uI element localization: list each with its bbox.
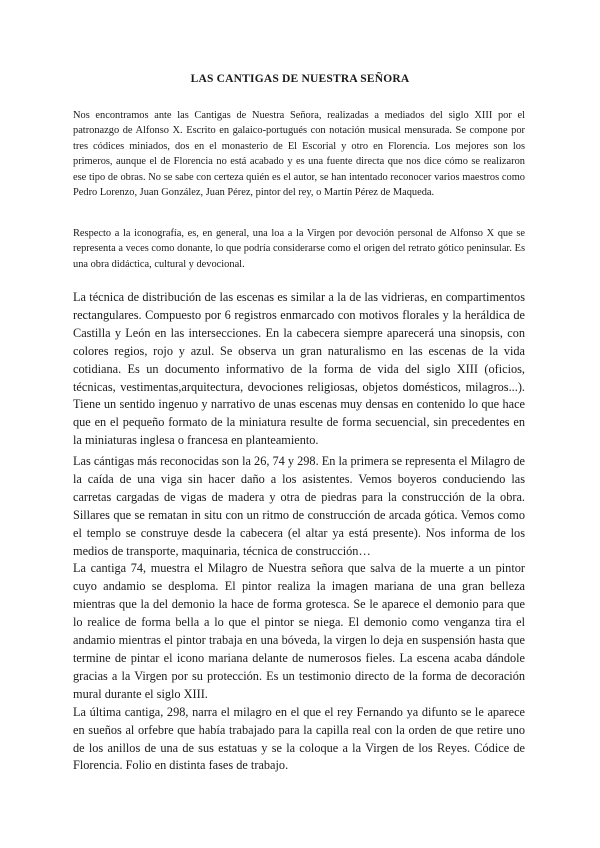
paragraph-technique: La técnica de distribución de las escenas es similar a la de las vidrieras, en compartimentos rectangulares. Compuesto por 6 registros enmarcado con motivos florales y la heráldica de Castilla y León en las intersecciones. En la cabecera siempre aparecerá una sinopsis, con colores regios, rojo y azul. Se observa un gran naturalismo en las escenas de la vida cotidiana. Es un documento informativo de la forma de vida del siglo XIII (oficios, técnicas, vestimentas,arquitectura, devociones religiosas, objetos domésticos, milagros...). Tiene un sentido ingenuo y narrativo de unas escenas muy densas en contenido lo que hace que en el pequeño formato de la miniatura resulte de forma secuencial, sin precedentes en la miniaturas inglesa o francesa en planteamiento. xyxy=(73,290,525,448)
paragraph-cantiga-26: Las cántigas más reconocidas son la 26, 74 y 298. En la primera se representa el Milagro de la caída de una viga sin hacer daño a los asistentes. Vemos boyeros conduciendo las carretas cargadas de vigas de madera y otra de piedras para la construcción de la obra. Sillares que se rematan in situ con un ritmo de construcción de arcada gótica. Vemos como el templo se construye desde la cabecera (el altar ya está presente). Nos informa de los medios de transporte, maquinaria, técnica de construcción… xyxy=(73,454,525,558)
paragraph-introduction: Nos encontramos ante las Cantigas de Nuestra Señora, realizadas a mediados del siglo XIII por el patronazgo de Alfonso X. Escrito en galaico-portugués con notación musical mensurada. Se compone por tres códices miniados, dos en el monasterio de El Escorial y otro en Florencia. Los mejores son los primeros, aunque el de Florencia no está acabado y es una fuente directa que nos dice cómo se realizaron ese tipo de obras. No se sabe con certeza quién es el autor, se han intentado reconocer varios maestros como Pedro Lorenzo, Juan González, Juan Pérez, pintor del rey, o Martín Pérez de Maqueda. xyxy=(73,110,525,199)
paragraph-cantiga-74: La cantiga 74, muestra el Milagro de Nuestra señora que salva de la muerte a un pintor cuyo andamio se desploma. El pintor realiza la imagen mariana de una gran belleza mientras que la del demonio la hace de forma grotesca. Se le aparece el demonio para que lo realice de forma bella a lo que el pintor se niega. El demonio como venganza tira el andamio mientras el pintor trabaja en una bóveda, la virgen lo deja en suspensión hasta que termine de pintar el icono mariana delante de numerosos fieles. La escena acaba dándole gracias a la Virgen por su protección. Es un testimonio directo de la forma de decoración mural durante el siglo XIII. xyxy=(73,561,525,701)
document-title: LAS CANTIGAS DE NUESTRA SEÑORA xyxy=(190,73,410,85)
paragraph-cantiga-298: La última cantiga, 298, narra el milagro en el que el rey Fernando ya difunto se le aparece en sueños al orfebre que había trabajado para la capilla real con la orden de que retire uno de los anillos de una de sus estatuas y se la coloque a la Virgen de los Reyes. Códice de Florencia. Folio en distinta fases de trabajo. xyxy=(73,704,525,773)
cantigas-section xyxy=(73,453,525,775)
paragraph-iconography: Respecto a la iconografía, es, en general, una loa a la Virgen por devoción personal de Alfonso X que se representa a veces como donante, lo que podría considerarse como el origen del retrato gótico peninsular. Es una obra didáctica, cultural y devocional. xyxy=(73,228,525,270)
